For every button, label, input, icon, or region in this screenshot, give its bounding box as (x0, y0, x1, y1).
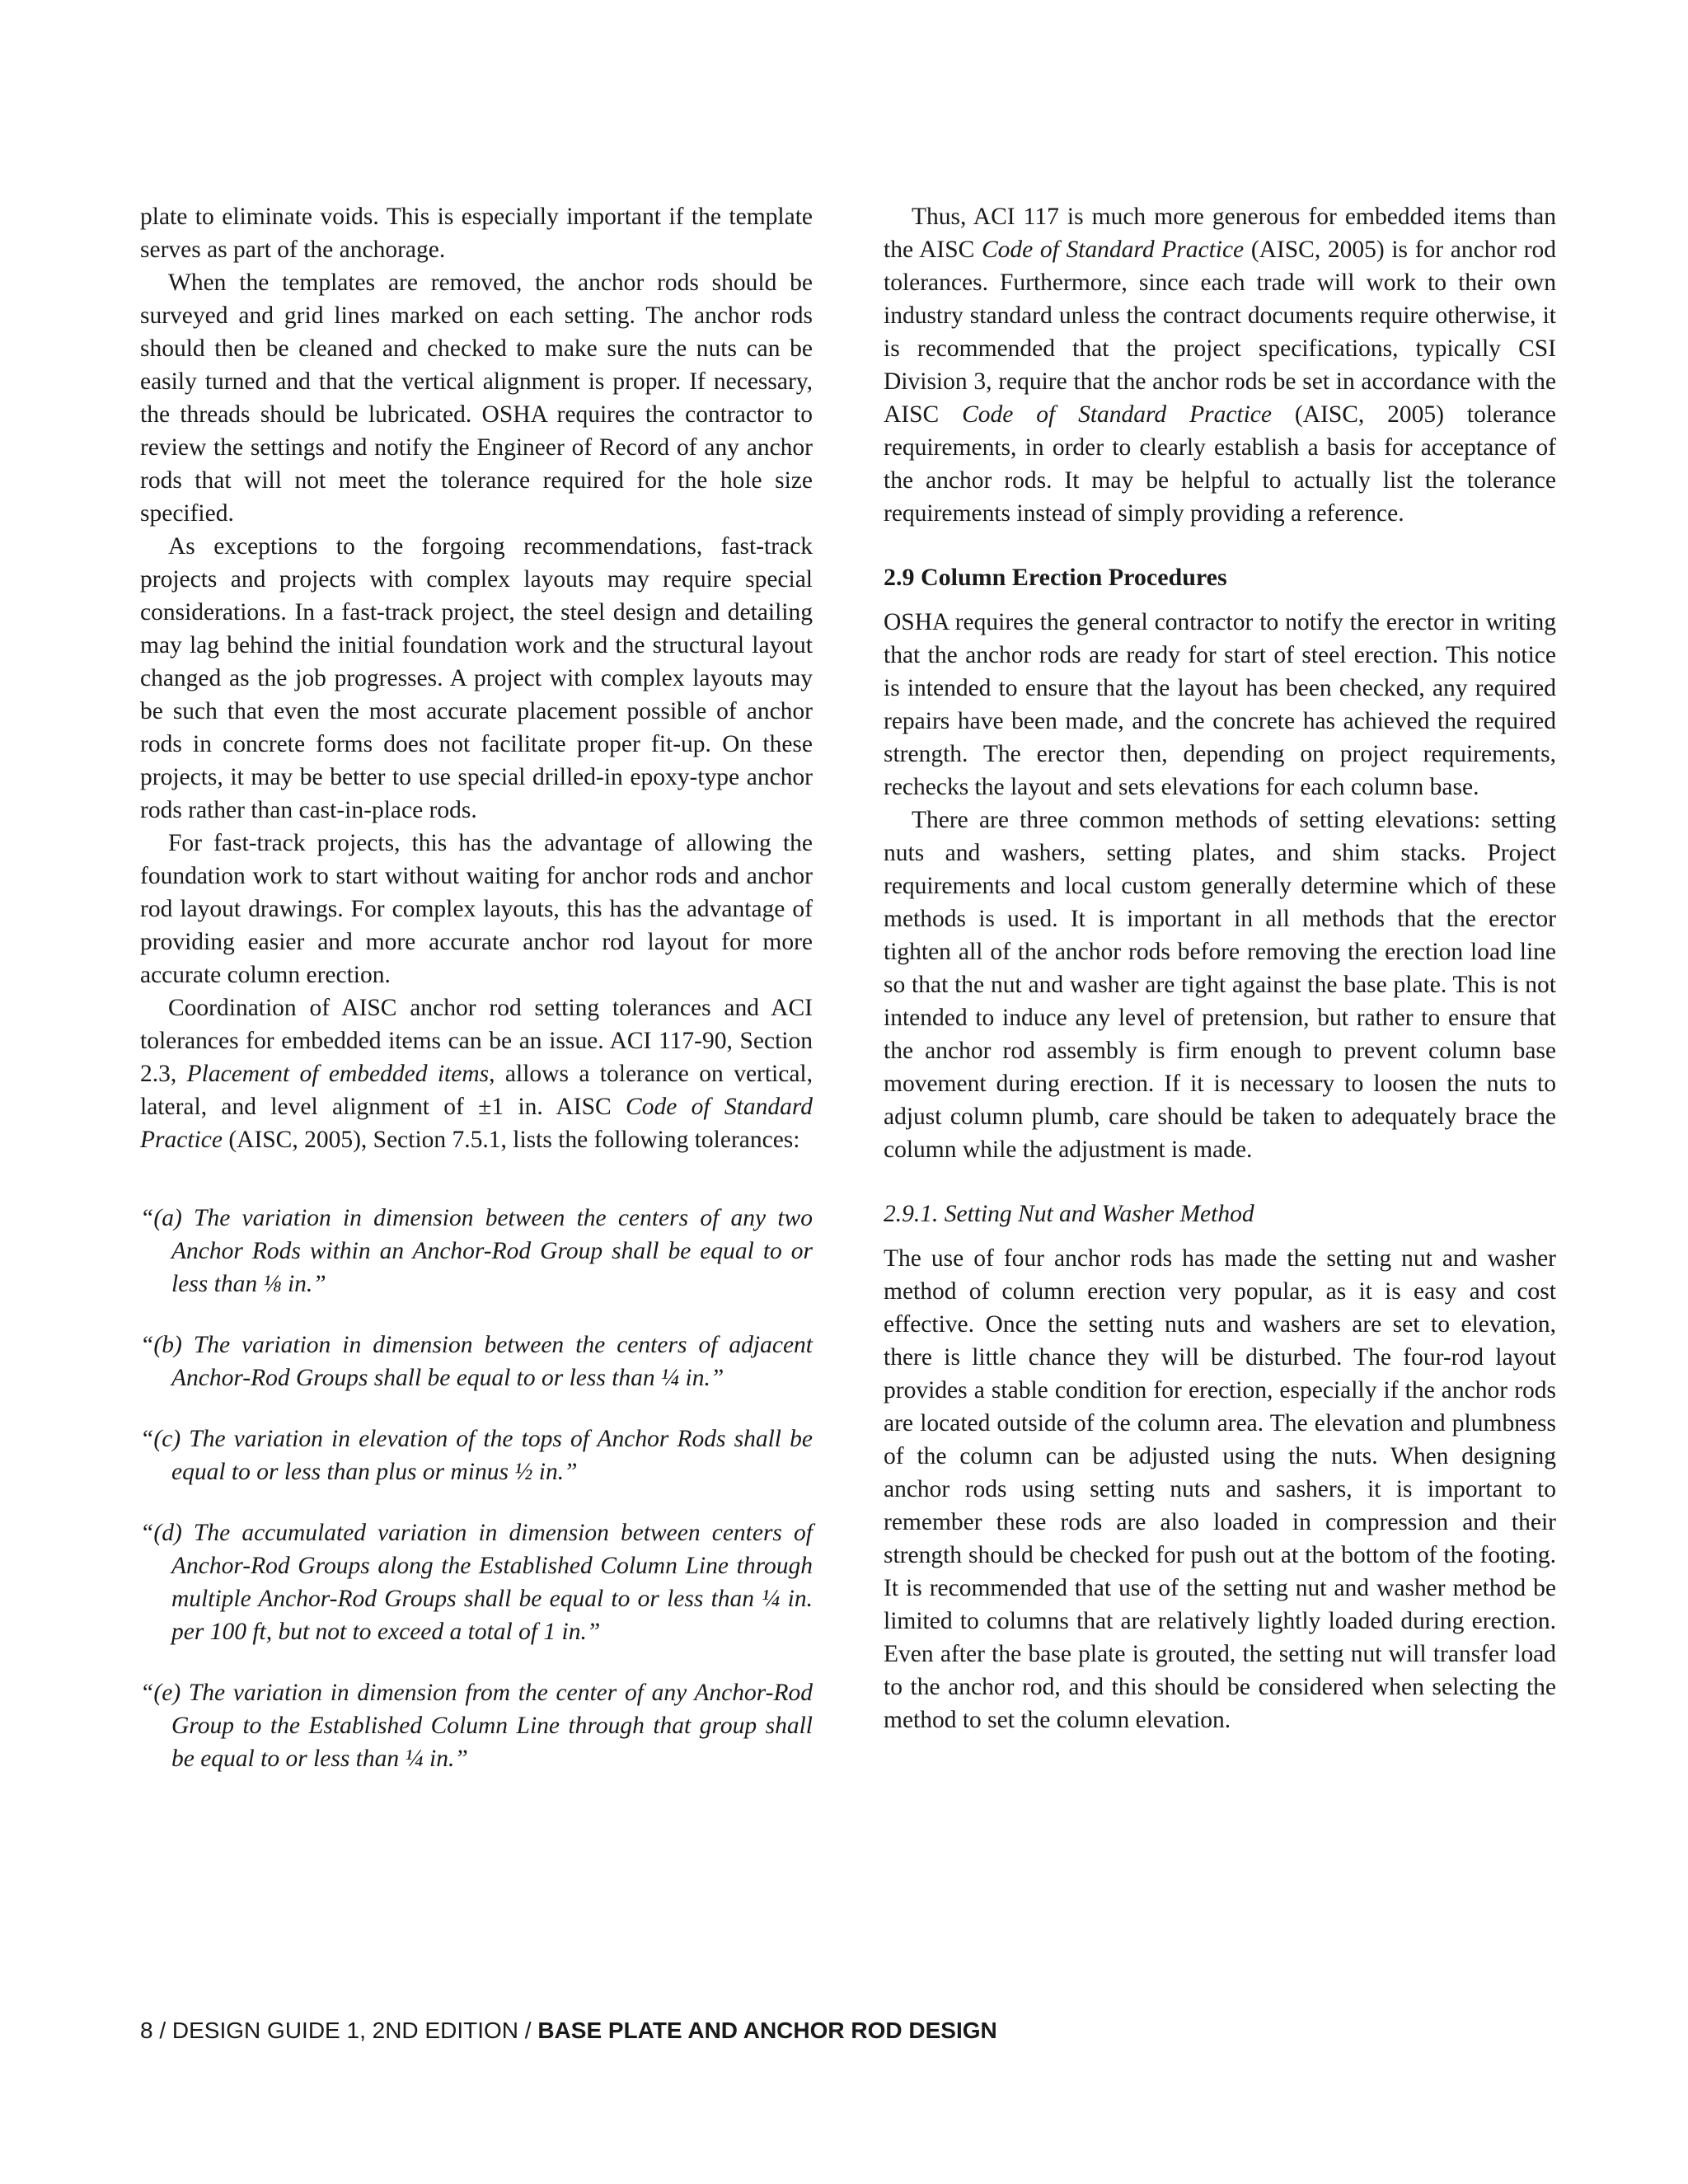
text-run: , allows a tolerance on vertical, lateral, and level alignment of ±1 in. AISC (140, 1061, 814, 1120)
paragraph: When the templates are removed, the anchor rods should be surveyed and grid lines marked on each setting. The anchor rods should then be cleaned and checked to make sure the nuts can be easily turned and that the vertical alignment is proper. If necessary, the threads should be lubricated. OSHA requires the contractor to review the settings and notify the Engineer of Record of any anchor rods that will not meet the tolerance required for the hole size specified. (140, 269, 813, 527)
paragraph: For fast-track projects, this has the advantage of allowing the foundation work to start without waiting for anchor rods and anchor rod layout drawings. For complex layouts, this has the advantage of providing easier and more accurate anchor rod layout for more accurate column erection. (140, 830, 813, 988)
text-run: (AISC, 2005), Section 7.5.1, lists the following tolerances: (222, 1127, 800, 1153)
text-run: Coordination of AISC anchor rod setting tolerances and ACI tolerances for embedded items can be an issue. ACI 117-90, Section 2.3, (140, 995, 813, 1087)
citation-title: Code of Standard Practice (962, 401, 1272, 428)
right-column (884, 200, 1556, 1736)
citation-title: Code of Standard Practice (981, 237, 1245, 263)
tolerance-item-c: “(c) The variation in elevation of the tops of Anchor Rods shall be equal to or less than plus or minus ½ in.” (140, 1426, 813, 1485)
paragraph (884, 200, 1556, 530)
paragraph: There are three common methods of setting elevations: setting nuts and washers, setting plates, and shim stacks. Project requirements and local custom generally determine which of these methods is used. It is important in all methods that the erector tighten all of the anchor rods before removing the erection load line so that the nut and washer are tight against the base plate. This is not intended to induce any level of pretension, but rather to ensure that the anchor rod assembly is firm enough to prevent column base movement during erection. If it is necessary to loosen the nuts to adjust column plumb, care should be taken to adequately brace the column while the adjustment is made. (884, 807, 1556, 1163)
footer-title: BASE PLATE AND ANCHOR ROD DESIGN (537, 2018, 997, 2043)
paragraph: The use of four anchor rods has made the setting nut and washer method of column erection very popular, as it is easy and cost effective. Once the setting nuts and washers are set to elevation, there is little chance they will be disturbed. The four-rod layout provides a stable condition for erection, especially if the anchor rods are located outside of the column area. The elevation and plumbness of the column can be adjusted using the nuts. When designing anchor rods using setting nuts and sashers, it is important to remember these rods are also loaded in compression and their strength should be checked for push out at the bottom of the footing. It is recommended that use of the setting nut and washer method be limited to columns that are relatively lightly loaded during erection. Even after the base plate is grouted, the setting nut will transfer load to the anchor rod, and this should be considered when selecting the method to set the column elevation. (884, 1245, 1556, 1733)
footer-page-info: 8 / DESIGN GUIDE 1, 2ND EDITION / (140, 2018, 538, 2043)
section-heading: 2.9 Column Erection Procedures (884, 564, 1227, 591)
subsection-heading: 2.9.1. Setting Nut and Washer Method (884, 1201, 1254, 1227)
paragraph: plate to eliminate voids. This is especially important if the template serves as part of the anchorage. (140, 204, 813, 263)
citation-title: Code of Standard Practice (140, 1094, 813, 1153)
page-footer (140, 2016, 997, 2046)
text-run: (AISC, 2005) is for anchor rod tolerances. Furthermore, since each trade will work to their own industry standard unless the contract documents require otherwise, it is recommended that the project specifications, typically CSI Division 3, require that the anchor rods be set in accordance with the AISC (884, 237, 1556, 428)
tolerance-item-d: “(d) The accumulated variation in dimension between centers of Anchor-Rod Groups along the Established Column Line through multiple Anchor-Rod Groups shall be equal to or less than ¼ in. per 100 ft, but not to exceed a total of 1 in.” (140, 1520, 813, 1645)
tolerance-item-a: “(a) The variation in dimension between the centers of any two Anchor Rods within an Anchor-Rod Group shall be equal to or less than ⅛ in.” (140, 1205, 813, 1297)
tolerance-item-e: “(e) The variation in dimension from the center of any Anchor-Rod Group to the Established Column Line through that group shall be equal to or less than ¼ in.” (140, 1680, 813, 1772)
left-column (140, 200, 813, 1775)
paragraph (140, 991, 813, 1156)
text-run: Thus, ACI 117 is much more generous for embedded items than the AISC (884, 204, 1556, 263)
paragraph: OSHA requires the general contractor to notify the erector in writing that the anchor rods are ready for start of steel erection. This notice is intended to ensure that the layout has been checked, any required repairs have been made, and the concrete has achieved the required strength. The erector then, depending on project requirements, rechecks the layout and sets elevations for each column base. (884, 609, 1556, 800)
tolerance-item-b: “(b) The variation in dimension between the centers of adjacent Anchor-Rod Groups shall be equal to or less than ¼ in.” (140, 1332, 813, 1391)
text-run: (AISC, 2005) tolerance requirements, in order to clearly establish a basis for acceptance of the anchor rods. It may be helpful to actually list the tolerance requirements instead of simply providing a reference. (884, 401, 1556, 527)
paragraph: As exceptions to the forgoing recommendations, fast-track projects and projects with complex layouts may require special considerations. In a fast-track project, the steel design and detailing may lag behind the initial foundation work and the structural layout changed as the job progresses. A project with complex layouts may be such that even the most accurate placement possible of anchor rods in concrete forms does not facilitate proper fit-up. On these projects, it may be better to use special drilled-in epoxy-type anchor rods rather than cast-in-place rods. (140, 533, 813, 823)
citation-title: Placement of embedded items (186, 1061, 490, 1087)
